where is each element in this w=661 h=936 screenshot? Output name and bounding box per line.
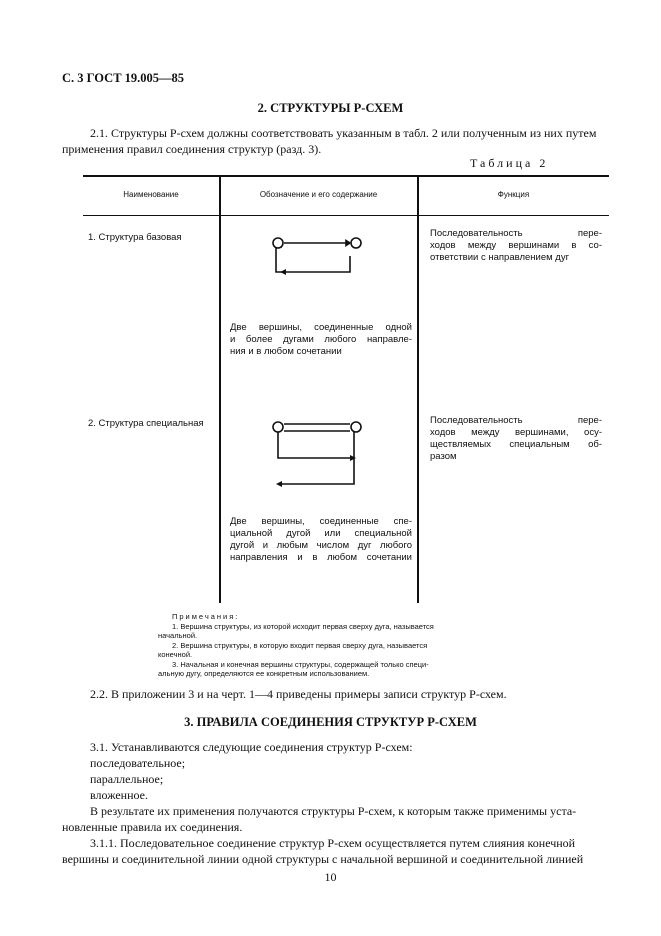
row1-func-line: Последовательность пере-	[430, 228, 602, 239]
list-item-nested: вложенное.	[90, 788, 148, 802]
end-vertex	[351, 238, 361, 248]
section-3-title: 3. ПРАВИЛА СОЕДИНЕНИЯ СТРУКТУР Р-СХЕМ	[184, 715, 477, 729]
paragraph-3-1: 3.1. Устанавливаются следующие соединения структур Р-схем:	[90, 740, 413, 754]
arc-forward-lower	[278, 431, 352, 458]
note-line: 2. Вершина структуры, в которую входит первая сверху дуга, называется	[172, 640, 428, 650]
end-vertex	[351, 422, 361, 432]
note-line: 1. Вершина структуры, из которой исходит первая сверху дуга, называется	[172, 621, 434, 631]
row2-func-line: Последовательность пере-	[430, 415, 602, 426]
list-item-parallel: параллельное;	[90, 772, 164, 786]
row1-desc-line: Две вершины, соединенные одной	[230, 322, 412, 333]
table-notes	[158, 612, 488, 679]
table-top-rule	[83, 175, 609, 177]
notes-title: Примечания:	[172, 612, 240, 621]
arrowhead-left	[276, 481, 282, 487]
basic-structure-arcs	[276, 241, 350, 276]
paragraph-3-1-1-line2: вершины и соединительной линии одной структуры с начальной вершиной и соединительной линией	[62, 852, 584, 866]
arrowhead-left	[280, 269, 286, 275]
start-vertex	[273, 422, 283, 432]
row2-func-line: ществляемых специальным об-	[430, 439, 602, 450]
paragraph-3-1-result-line1: В результате их применения получаются структуры Р-схем, к которым также применимы уста-	[90, 804, 577, 818]
row2-name: 2. Структура специальная	[88, 418, 204, 429]
table-column-divider-2	[417, 175, 419, 603]
row1-func-line: ответствии с направлением дуг	[430, 252, 570, 263]
row1-desc-line: и более дугами любого направле-	[230, 334, 412, 345]
arrowhead-right	[346, 241, 350, 246]
list-item-sequential: последовательное;	[90, 756, 186, 770]
table-label: Таблица 2	[470, 156, 549, 170]
row1-desc-line: ния и в любом сочетании	[230, 346, 342, 357]
page-number: 10	[324, 870, 337, 884]
note-line: начальной.	[158, 631, 198, 640]
section-2-title: 2. СТРУКТУРЫ Р-СХЕМ	[257, 101, 404, 115]
row2-desc-line: дугой и любым числом дуг любого	[230, 540, 412, 551]
row2-desc-line: циальной дугой или специальной	[230, 528, 412, 539]
note-line: конечной.	[158, 650, 193, 659]
column-header-function: Функция	[497, 190, 530, 199]
column-header-name: Наименование	[123, 190, 179, 199]
start-vertex	[273, 238, 283, 248]
row1-func-line: ходов между вершинами в со-	[430, 240, 602, 251]
note-line: альную дугу, определяются ее конкретным использованием.	[158, 669, 370, 678]
paragraph-2-1-line2: применения правил соединения структур (разд. 3).	[62, 142, 322, 156]
basic-structure-diagram	[266, 232, 370, 278]
arc-return	[276, 247, 350, 272]
row1-function	[430, 228, 602, 264]
row1-name: 1. Структура базовая	[88, 232, 182, 243]
special-structure-diagram	[266, 414, 370, 490]
row2-func-line: разом	[430, 451, 457, 462]
column-header-notation: Обозначение и его содержание	[259, 190, 378, 199]
row2-function	[430, 415, 602, 463]
paragraph-3-1-result-line2: новленные правила их соединения.	[62, 820, 243, 834]
paragraph-3-1-1-line1: 3.1.1. Последовательное соединение структур Р-схем осуществляется путем слияния конечной	[90, 836, 576, 850]
paragraph-2-1-line1: 2.1. Структуры Р-схем должны соответствовать указанным в табл. 2 или полученным из них путем	[90, 126, 597, 140]
table-header-rule	[83, 215, 609, 216]
row2-desc-line: направления и в любом сочетании	[230, 552, 412, 563]
row1-description	[230, 322, 412, 358]
arrowhead-right	[350, 455, 356, 461]
row2-func-line: ходов между вершинами, осу-	[430, 427, 602, 438]
row2-desc-line: Две вершины, соединенные спе-	[230, 516, 412, 527]
row2-description	[230, 516, 412, 564]
paragraph-2-2: 2.2. В приложении 3 и на черт. 1—4 приведены примеры записи структур Р-схем.	[90, 687, 507, 701]
table-column-divider-1	[219, 175, 221, 603]
note-line: 3. Начальная и конечная вершины структуры, содержащей только специ-	[172, 659, 429, 669]
document-header: С. 3 ГОСТ 19.005—85	[62, 71, 185, 85]
